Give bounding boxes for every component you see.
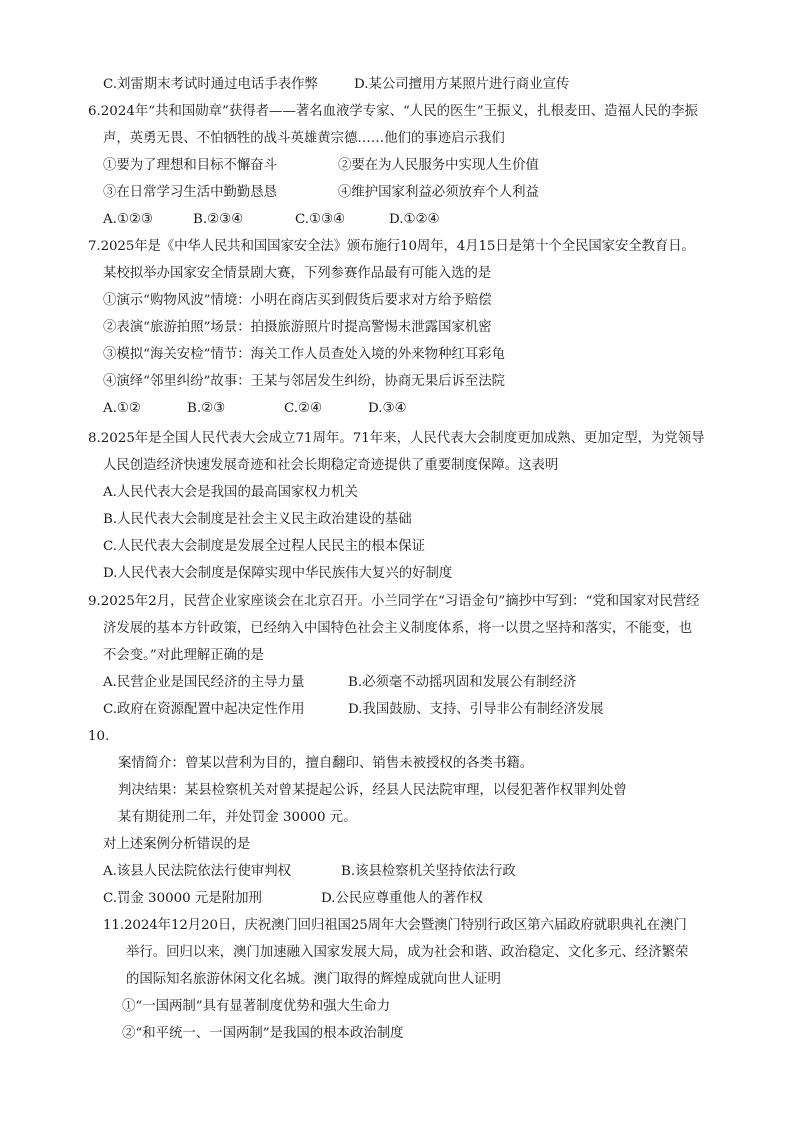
q7-item-2: ②表演“旅游拍照”场景：拍摄旅游照片时提高警惕未泄露国家机密 bbox=[103, 320, 492, 335]
q10-case-verdict-line-2: 某有期徒刑二年，并处罚金 30000 元。 bbox=[118, 810, 357, 825]
q8-option-a: A.人民代表大会是我国的最高国家权力机关 bbox=[103, 485, 358, 500]
q9-stem-line-3: 不会变。”对此理解正确的是 bbox=[103, 648, 264, 663]
q6-stem-line-1: 6.2024年“共和国勋章”获得者——著名血液学专家、“人民的医生”王振义，扎根麦田、造福人民的李振 bbox=[88, 104, 698, 119]
q9-option-b: B.必须毫不动摇巩固和发展公有制经济 bbox=[348, 675, 577, 690]
q6-item-1: ①要为了理想和目标不懈奋斗 bbox=[103, 158, 278, 173]
q5-option-d: D.某公司擅用方某照片进行商业宣传 bbox=[354, 77, 570, 92]
q11-stem-line-2: 举行。回归以来，澳门加速融入国家发展大局，成为社会和谐、政治稳定、文化多元、经济繁荣 bbox=[126, 945, 689, 960]
q10-stem: 对上述案例分析错误的是 bbox=[103, 837, 251, 852]
q8-option-b: B.人民代表大会制度是社会主义民主政治建设的基础 bbox=[103, 512, 412, 527]
q6-item-3: ③在日常学习生活中勤勤恳恳 bbox=[103, 185, 278, 200]
q10-option-b: B.该县检察机关坚持依法行政 bbox=[341, 864, 516, 879]
q9-option-a: A.民营企业是国民经济的主导力量 bbox=[103, 675, 305, 690]
q9-stem-line-2: 济发展的基本方针政策，已经纳入中国特色社会主义制度体系，将一以贯之坚持和落实，不能变，也 bbox=[103, 621, 693, 636]
q7-item-1: ①演示“购物风波”情境：小明在商店买到假货后要求对方给予赔偿 bbox=[103, 293, 492, 308]
q6-option-d: D.①②④ bbox=[389, 212, 440, 227]
q10-number: 10. bbox=[88, 729, 110, 744]
q7-stem-line-2: 某校拟举办国家安全情景剧大赛，下列参赛作品最有可能入选的是 bbox=[103, 266, 492, 281]
q6-item-4: ④维护国家利益必须放弃个人利益 bbox=[338, 185, 539, 200]
q10-option-a: A.该县人民法院依法行使审判权 bbox=[103, 864, 292, 879]
q10-case-verdict-line-1: 判决结果：某县检察机关对曾某提起公诉，经县人民法院审理，以侵犯著作权罪判处曾 bbox=[118, 783, 627, 798]
q6-option-a: A.①②③ bbox=[103, 212, 153, 227]
q10-option-c: C.罚金 30000 元是附加刑 bbox=[103, 891, 262, 906]
q11-item-2: ②“和平统一、一国两制”是我国的根本政治制度 bbox=[122, 1026, 404, 1041]
q9-stem-line-1: 9.2025年2月，民营企业家座谈会在北京召开。小兰同学在“习语金句”摘抄中写到：“党和国家对民营经 bbox=[88, 594, 700, 609]
q8-stem-line-2: 人民创造经济快速发展奇迹和社会长期稳定奇迹提供了重要制度保障。这表明 bbox=[103, 458, 559, 473]
q7-option-a: A.①② bbox=[103, 401, 141, 416]
q8-stem-line-1: 8.2025年是全国人民代表大会成立71周年。71年来，人民代表大会制度更加成熟、更加定型，为党领导 bbox=[88, 431, 705, 446]
q11-stem-line-1: 11.2024年12月20日，庆祝澳门回归祖国25周年大会暨澳门特别行政区第六届政府就职典礼在澳门 bbox=[103, 918, 687, 933]
q6-stem-line-2: 声，英勇无畏、不怕牺牲的战斗英雄黄宗德……他们的事迹启示我们 bbox=[103, 131, 505, 146]
q6-item-2: ②要在为人民服务中实现人生价值 bbox=[338, 158, 539, 173]
q10-option-d: D.公民应尊重他人的著作权 bbox=[321, 891, 483, 906]
q6-option-c: C.①③④ bbox=[295, 212, 346, 227]
q7-item-3: ③模拟“海关安检”情节：海关工作人员查处入境的外来物种红耳彩龟 bbox=[103, 347, 506, 362]
q7-item-4: ④演绎“邻里纠纷”故事：王某与邻居发生纠纷，协商无果后诉至法院 bbox=[103, 374, 506, 389]
q11-stem-line-3: 的国际知名旅游休闲文化名城。澳门取得的辉煌成就向世人证明 bbox=[126, 972, 501, 987]
q5-option-c: C.刘雷期末考试时通过电话手表作弊 bbox=[103, 77, 318, 92]
q9-option-d: D.我国鼓励、支持、引导非公有制经济发展 bbox=[348, 702, 604, 717]
q10-case-intro: 案情简介：曾某以营利为目的，擅自翻印、销售未被授权的各类书籍。 bbox=[118, 756, 534, 771]
q9-option-c: C.政府在资源配置中起决定性作用 bbox=[103, 702, 305, 717]
q7-stem-line-1: 7.2025年是《中华人民共和国国家安全法》颁布施行10周年，4月15日是第十个全民国家安全教育日。 bbox=[88, 239, 695, 254]
q11-item-1: ①“一国两制”具有显著制度优势和强大生命力 bbox=[122, 999, 391, 1014]
q6-option-b: B.②③④ bbox=[193, 212, 244, 227]
q8-option-d: D.人民代表大会制度是保障实现中华民族伟大复兴的好制度 bbox=[103, 566, 453, 581]
q7-option-b: B.②③ bbox=[187, 401, 226, 416]
q8-option-c: C.人民代表大会制度是发展全过程人民民主的根本保证 bbox=[103, 539, 426, 554]
q7-option-d: D.③④ bbox=[368, 401, 407, 416]
q7-option-c: C.②④ bbox=[284, 401, 323, 416]
